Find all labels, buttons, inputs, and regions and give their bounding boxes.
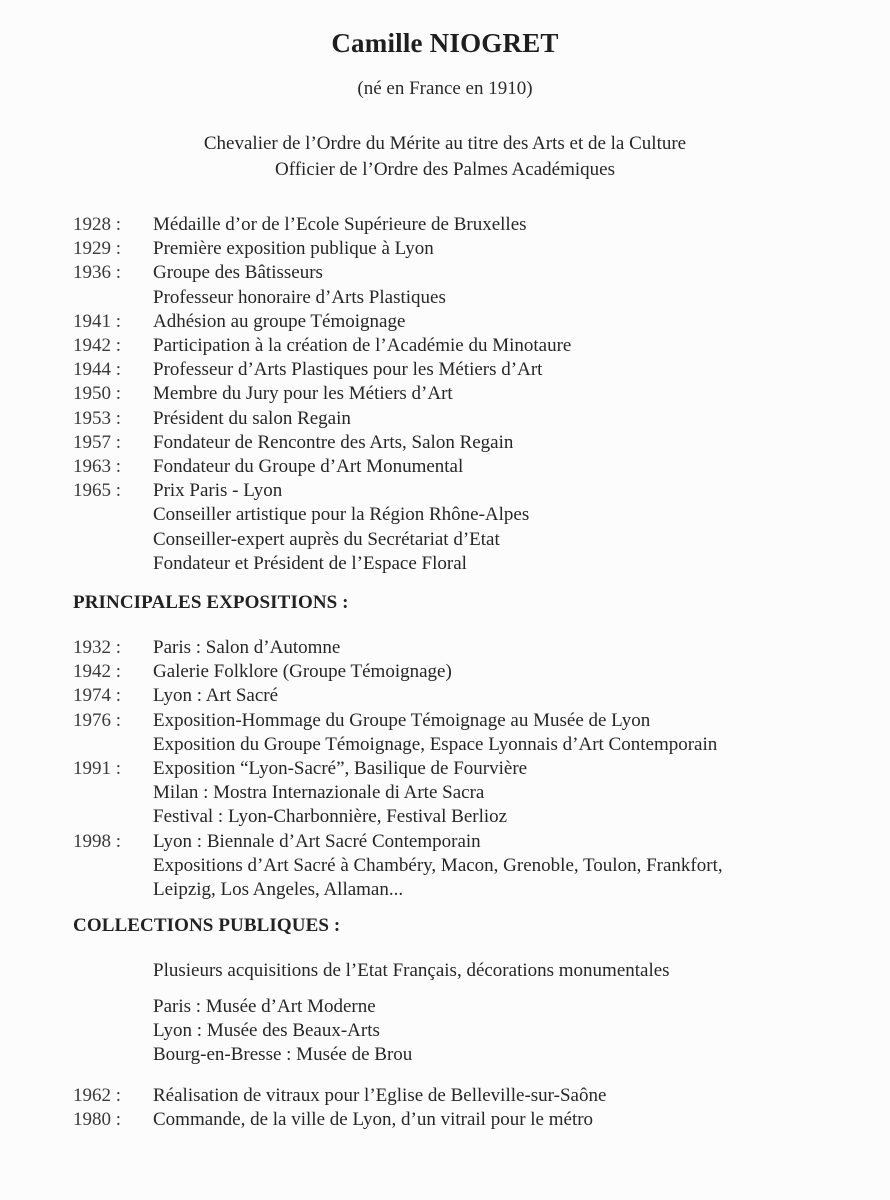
entry-year: 1942 :: [73, 335, 122, 357]
entry-text: Réalisation de vitraux pour l’Eglise de Belleville-sur-Saône: [153, 1085, 607, 1106]
timeline-entry: [73, 261, 853, 309]
entry-year: 1932 :: [73, 637, 122, 658]
timeline-entry: [73, 455, 853, 479]
entry-text: Exposition “Lyon-Sacré”, Basilique de Fourvière: [153, 758, 528, 780]
entry-year: 1980 :: [73, 1109, 122, 1131]
entry-text: Fondateur de Rencontre des Arts, Salon Regain: [153, 431, 514, 453]
honors-block: [0, 131, 890, 183]
exposition-entry: [73, 636, 853, 660]
entry-text: Lyon : Biennale d’Art Sacré Contemporain: [153, 830, 481, 852]
entry-year: 1957 :: [73, 431, 122, 453]
exposition-entry: [73, 830, 853, 903]
timeline-entry: [73, 358, 853, 382]
timeline-entry: [73, 479, 853, 576]
entry-year: 1991 :: [73, 758, 122, 780]
entry-text: Conseiller artistique pour la Région Rhône-Alpes: [153, 504, 530, 526]
entry-year: 1953 :: [73, 407, 122, 429]
entry-text: Adhésion au groupe Témoignage: [153, 310, 406, 332]
exposition-entry: [73, 684, 853, 708]
entry-year: 1936 :: [73, 262, 122, 284]
timeline-entry: [73, 431, 853, 455]
timeline-entry: [73, 407, 853, 431]
museum-line: Bourg-en-Bresse : Musée de Brou: [153, 1044, 413, 1066]
entry-year: 1929 :: [73, 238, 122, 260]
entry-text: Exposition du Groupe Témoignage, Espace Lyonnais d’Art Contemporain: [153, 733, 718, 755]
entry-text: Expositions d’Art Sacré à Chambéry, Macon, Grenoble, Toulon, Frankfort,: [153, 854, 723, 876]
entry-text: Milan : Mostra Internazionale di Arte Sacra: [153, 782, 485, 804]
entry-text: Paris : Salon d’Automne: [153, 637, 341, 658]
timeline-entry: [73, 310, 853, 334]
entry-text: Lyon : Art Sacré: [153, 685, 279, 707]
entry-text: Fondateur du Groupe d’Art Monumental: [153, 456, 464, 478]
entry-year: 1965 :: [73, 480, 122, 502]
timeline-entry: [73, 382, 853, 406]
timeline-entry: [73, 334, 853, 358]
timeline-entry: [73, 237, 853, 261]
collections-heading: COLLECTIONS PUBLIQUES :: [73, 915, 341, 936]
entry-year: 1950 :: [73, 383, 122, 405]
entry-text: Membre du Jury pour les Métiers d’Art: [153, 383, 453, 405]
entry-year: 1941 :: [73, 310, 122, 332]
entry-text: Leipzig, Los Angeles, Allaman...: [153, 879, 404, 901]
commissions-list: [73, 1084, 853, 1132]
entry-text: Exposition-Hommage du Groupe Témoignage au Musée de Lyon: [153, 709, 651, 731]
entry-year: 1942 :: [73, 661, 122, 683]
entry-text: Festival : Lyon-Charbonnière, Festival Berlioz: [153, 806, 508, 828]
entry-year: 1974 :: [73, 685, 122, 707]
entry-year: 1944 :: [73, 359, 122, 381]
commission-entry: [73, 1108, 853, 1132]
entry-text: Professeur honoraire d’Arts Plastiques: [153, 286, 446, 308]
museum-line: Lyon : Musée des Beaux-Arts: [153, 1020, 380, 1042]
expositions-list: [73, 636, 853, 902]
entry-text: Participation à la création de l’Académie du Minotaure: [153, 335, 572, 357]
entry-text: Groupe des Bâtisseurs: [153, 262, 323, 284]
exposition-entry: [73, 709, 853, 757]
collections-museums: [153, 995, 412, 1068]
entry-text: Prix Paris - Lyon: [153, 480, 283, 502]
collections-intro: Plusieurs acquisitions de l’Etat Français, décorations monumentales: [153, 960, 670, 981]
exposition-entry: [73, 660, 853, 684]
museum-line: Paris : Musée d’Art Moderne: [153, 996, 376, 1017]
entry-year: 1963 :: [73, 456, 122, 478]
entry-text: Galerie Folklore (Groupe Témoignage): [153, 661, 452, 683]
commission-entry: [73, 1084, 853, 1108]
entry-text: Commande, de la ville de Lyon, d’un vitrail pour le métro: [153, 1109, 594, 1131]
honor-line: Officier de l’Ordre des Palmes Académiques: [275, 159, 615, 180]
timeline-entry: [73, 213, 853, 237]
entry-text: Fondateur et Président de l’Espace Floral: [153, 552, 467, 574]
birth-note: (né en France en 1910): [357, 78, 533, 99]
entry-year: 1976 :: [73, 709, 122, 731]
entry-text: Président du salon Regain: [153, 407, 351, 429]
entry-year: 1928 :: [73, 214, 122, 235]
entry-year: 1998 :: [73, 830, 122, 852]
honor-line: Chevalier de l’Ordre du Mérite au titre des Arts et de la Culture: [203, 133, 687, 154]
entry-text: Conseiller-expert auprès du Secrétariat d’Etat: [153, 528, 500, 550]
entry-text: Professeur d’Arts Plastiques pour les Métiers d’Art: [153, 359, 543, 381]
entry-year: 1962 :: [73, 1085, 122, 1106]
entry-text: Médaille d’or de l’Ecole Supérieure de Bruxelles: [153, 214, 527, 235]
exposition-entry: [73, 757, 853, 830]
artist-name-title: Camille NIOGRET: [331, 28, 559, 58]
entry-text: Première exposition publique à Lyon: [153, 238, 434, 260]
expositions-heading: PRINCIPALES EXPOSITIONS :: [73, 592, 349, 613]
career-timeline: [73, 213, 853, 576]
